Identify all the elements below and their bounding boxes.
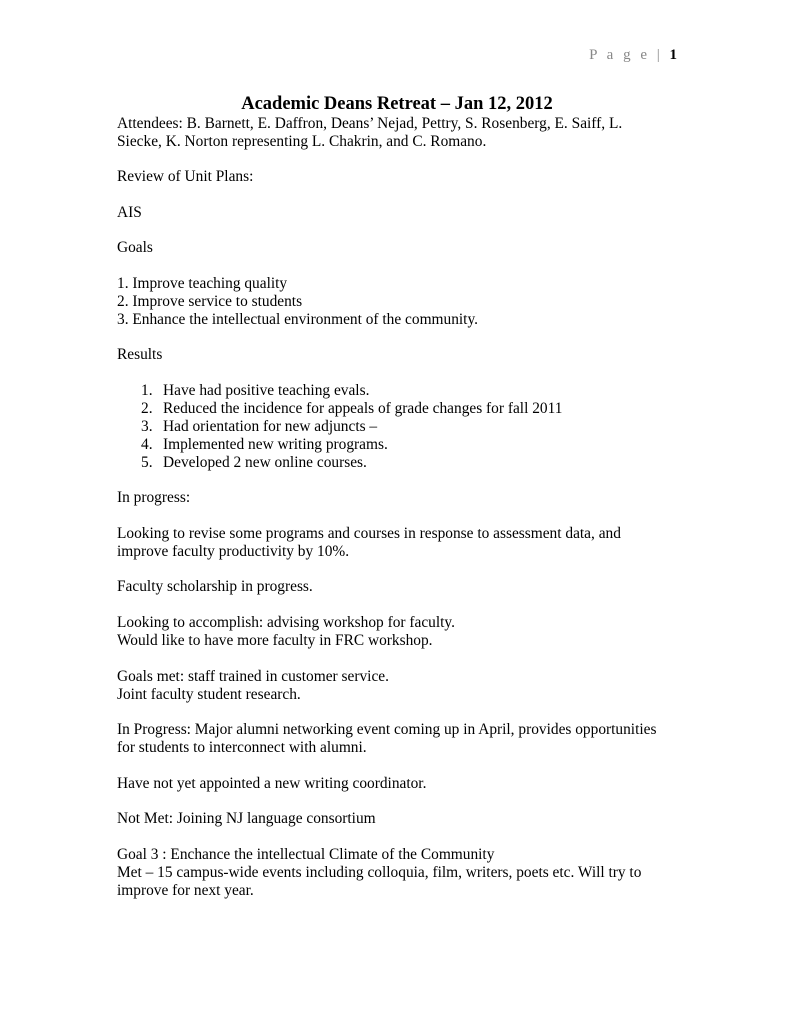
result-text: Implemented new writing programs.	[163, 436, 388, 453]
attendees-line-2: Siecke, K. Norton representing L. Chakrin, and C. Romano.	[117, 133, 487, 150]
result-text: Had orientation for new adjuncts –	[163, 418, 378, 435]
result-number: 3.	[141, 418, 153, 435]
page-number-value: 1	[669, 47, 677, 63]
goal-item: 2. Improve service to students	[117, 293, 303, 310]
scholarship-paragraph: Faculty scholarship in progress.	[117, 578, 313, 595]
result-item	[141, 400, 562, 418]
result-item	[141, 454, 367, 472]
result-item	[141, 436, 388, 454]
result-text: Have had positive teaching evals.	[163, 382, 370, 399]
results-heading: Results	[117, 346, 163, 363]
alumni-paragraph-line: In Progress: Major alumni networking event coming up in April, provides opportunities	[117, 721, 657, 738]
page-label: P a g e |	[589, 47, 663, 63]
goal-item: 1. Improve teaching quality	[117, 275, 288, 292]
review-heading: Review of Unit Plans:	[117, 168, 254, 185]
not-met-paragraph: Not Met: Joining NJ language consortium	[117, 810, 376, 827]
in-progress-heading: In progress:	[117, 489, 191, 506]
goals-met-paragraph-line: Joint faculty student research.	[117, 686, 301, 703]
goal3-paragraph-line: improve for next year.	[117, 882, 254, 899]
attendees-line-1: Attendees: B. Barnett, E. Daffron, Deans’ Nejad, Pettry, S. Rosenberg, E. Saiff, L.	[117, 115, 623, 132]
accomplish-paragraph-line: Would like to have more faculty in FRC workshop.	[117, 632, 433, 649]
page-number	[589, 46, 677, 64]
writing-coordinator-paragraph: Have not yet appointed a new writing coordinator.	[117, 775, 427, 792]
accomplish-paragraph-line: Looking to accomplish: advising workshop for faculty.	[117, 614, 455, 631]
result-number: 1.	[141, 382, 153, 399]
result-text: Reduced the incidence for appeals of grade changes for fall 2011	[163, 400, 563, 417]
revise-paragraph-line: improve faculty productivity by 10%.	[117, 543, 350, 560]
document-title: Academic Deans Retreat – Jan 12, 2012	[241, 94, 553, 114]
goal3-paragraph-line: Met – 15 campus-wide events including colloquia, film, writers, poets etc. Will try to	[117, 864, 642, 881]
result-number: 5.	[141, 454, 153, 471]
revise-paragraph-line: Looking to revise some programs and courses in response to assessment data, and	[117, 525, 621, 542]
result-number: 2.	[141, 400, 153, 417]
result-text: Developed 2 new online courses.	[163, 454, 367, 471]
unit-name: AIS	[117, 204, 142, 221]
goals-heading: Goals	[117, 239, 153, 256]
alumni-paragraph-line: for students to interconnect with alumni.	[117, 739, 367, 756]
goals-met-paragraph-line: Goals met: staff trained in customer service.	[117, 668, 389, 685]
result-number: 4.	[141, 436, 153, 453]
goal3-paragraph-line: Goal 3 : Enchance the intellectual Climate of the Community	[117, 846, 495, 863]
result-item	[141, 418, 377, 436]
result-item	[141, 382, 369, 400]
goal-item: 3. Enhance the intellectual environment of the community.	[117, 311, 478, 328]
